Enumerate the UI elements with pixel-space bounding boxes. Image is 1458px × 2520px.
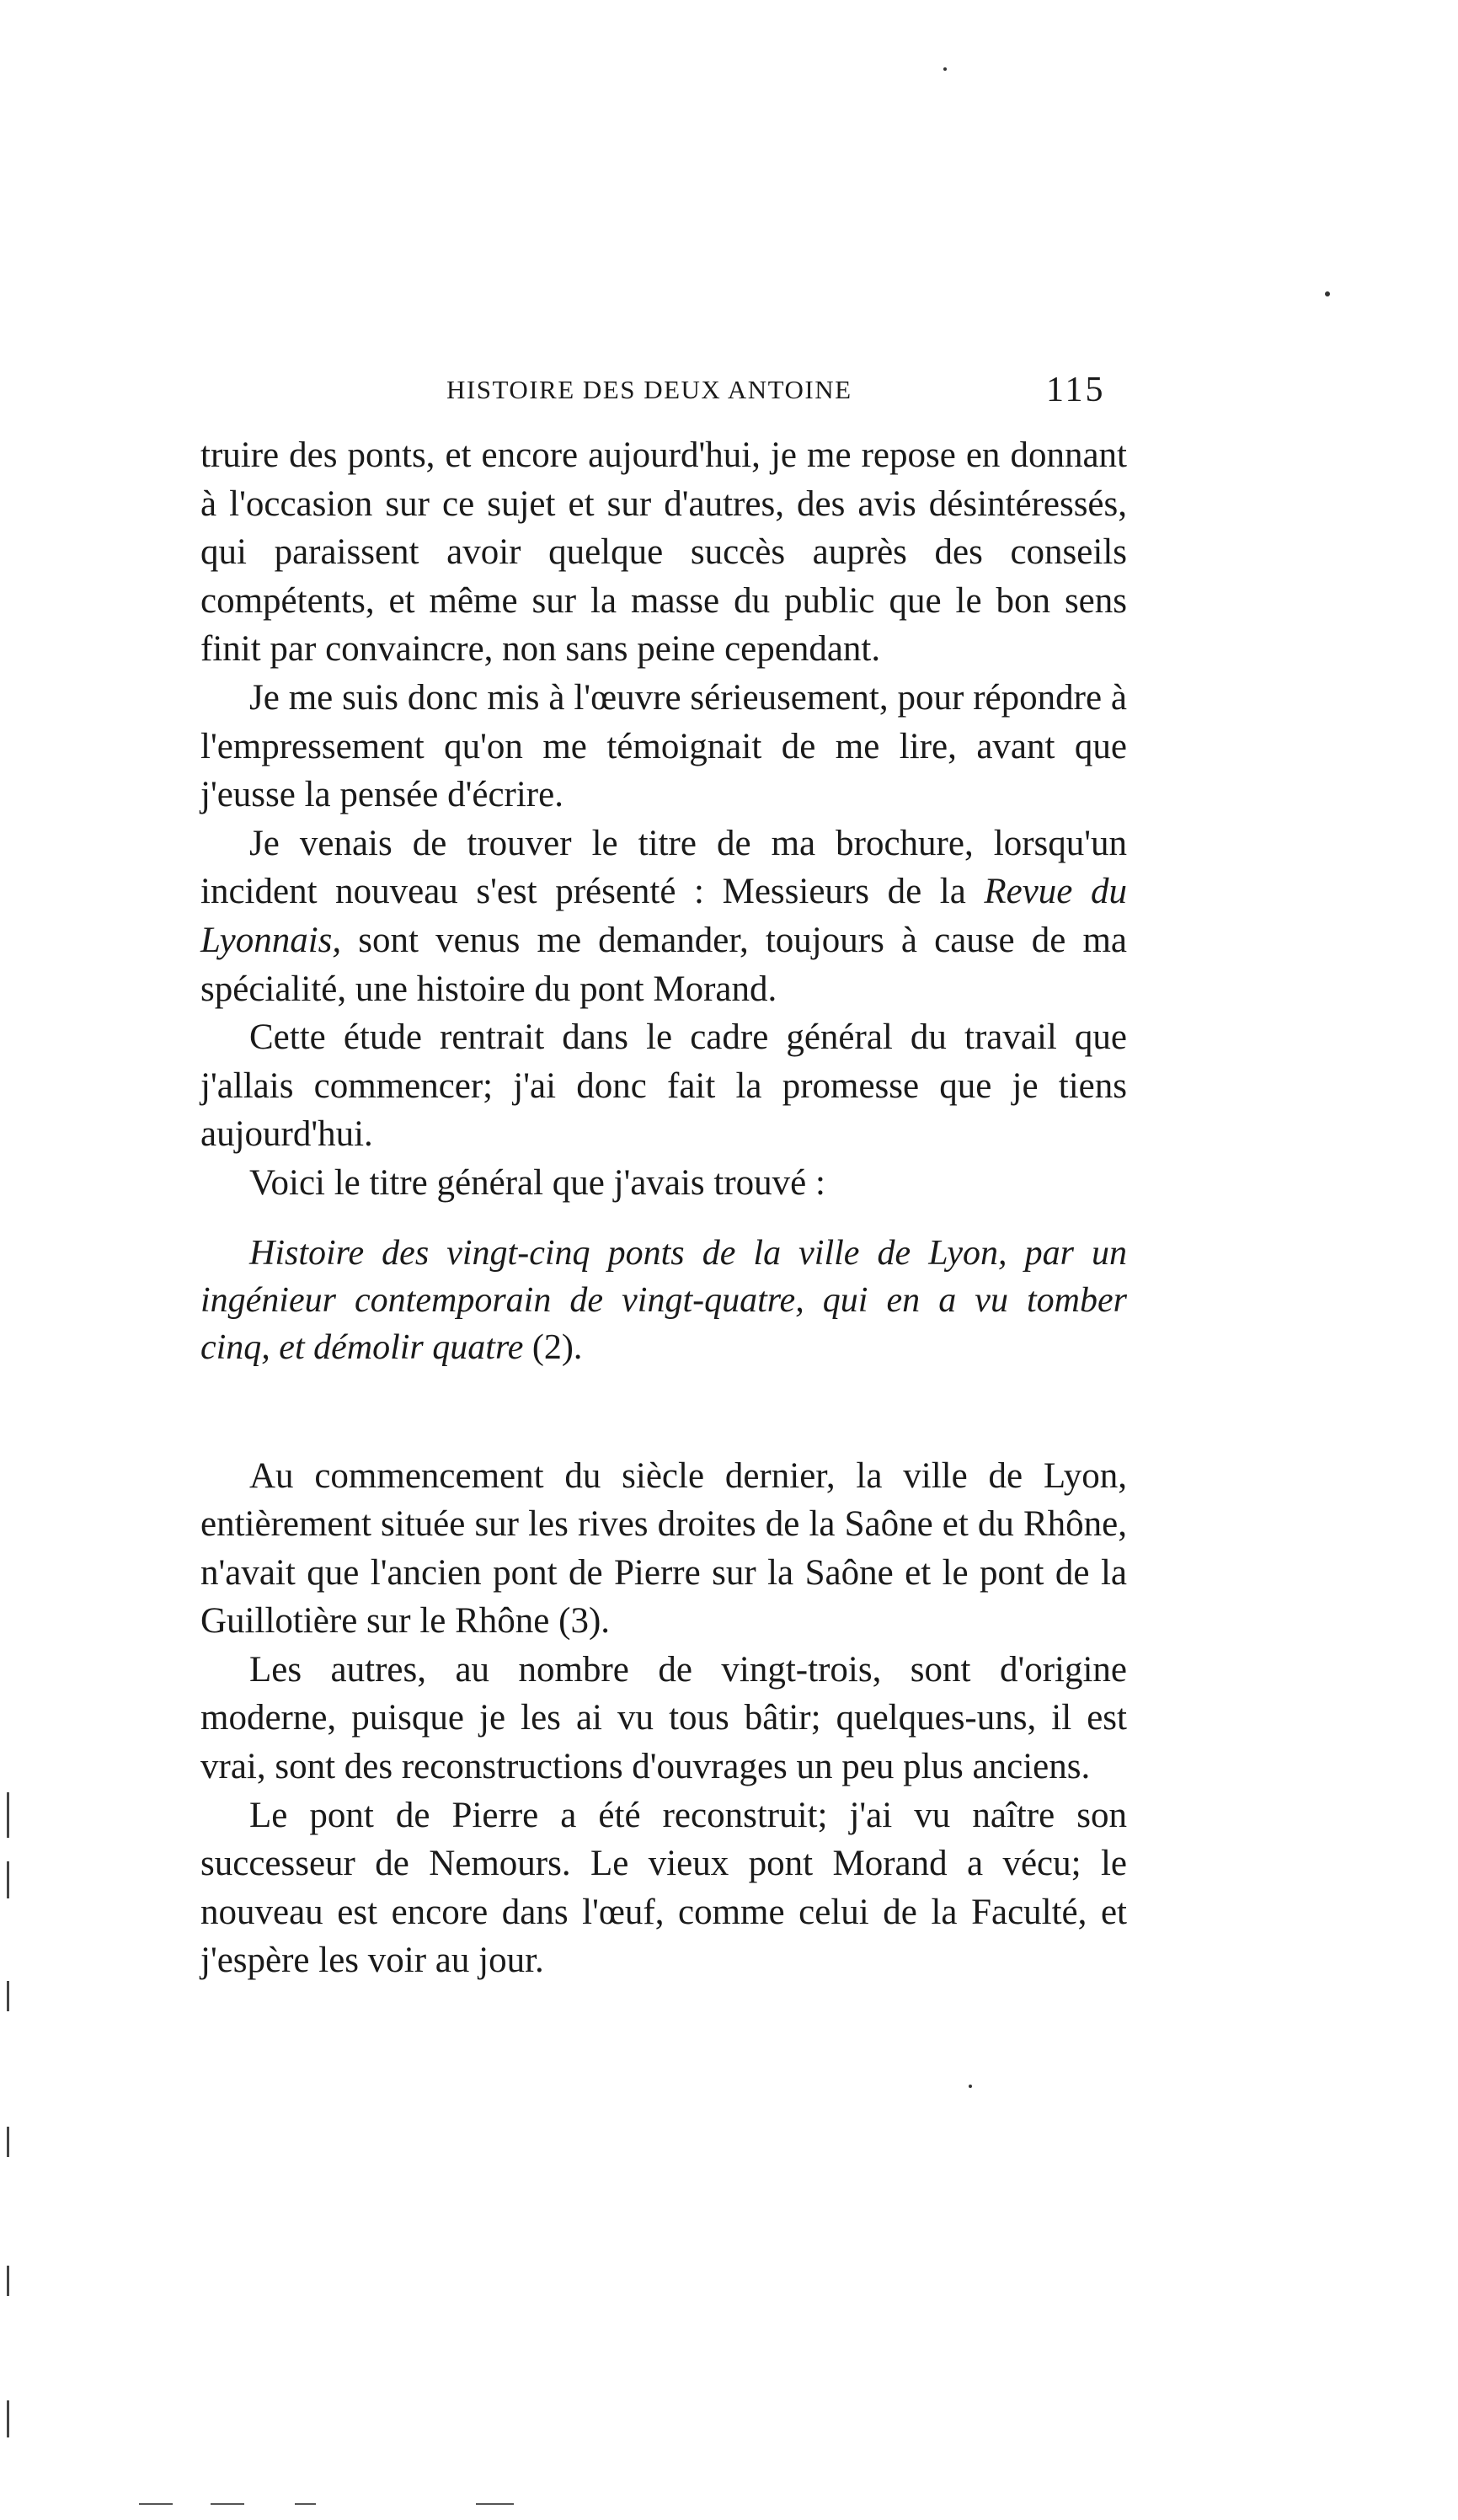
bottom-dash (139, 2503, 173, 2505)
paragraph: Je me suis donc mis à l'œuvre sérieusement, pour répondre à l'empressement qu'on me témoignait de me lire, avant que j'eusse la pensée d'écrire. (200, 677, 1127, 815)
paragraph (200, 820, 1127, 1013)
running-title: HISTOIRE DES DEUX ANTOINE (446, 375, 852, 404)
footnote-ref: (2). (523, 1327, 583, 1367)
scan-speck (969, 2085, 972, 2088)
margin-bar (7, 2127, 9, 2157)
margin-bar (7, 1792, 9, 1838)
paragraph-text: Je venais de trouver le titre de ma brochure, lorsqu'un incident nouveau s'est présenté : Messieurs de la (200, 823, 1127, 912)
section-gap (200, 1371, 1127, 1452)
paragraph: Le pont de Pierre a été reconstruit; j'ai vu naître son successeur de Nemours. Le vieux pont Morand a vécu; le nouveau est encore dans l'œuf, comme celui de la Faculté, et j'espère les voir au jour. (200, 1795, 1127, 1981)
proposed-title-text: Histoire des vingt-cinq ponts de la ville de Lyon, par un ingénieur contemporain de vingt-quatre, qui en a vu tomber cinq, et démolir quatre (200, 1233, 1127, 1367)
proposed-title (200, 1230, 1127, 1371)
paragraph: Cette étude rentrait dans le cadre général du travail que j'allais commencer; j'ai donc fait la promesse que je tiens aujourd'hui. (200, 1017, 1127, 1155)
body-text (200, 431, 1127, 1985)
paragraph-text: sont venus me demander, toujours à cause de ma spécialité, une histoire du pont Morand. (200, 920, 1127, 1009)
paragraph: Au commencement du siècle dernier, la ville de Lyon, entièrement située sur les rives droites de la Saône et du Rhône, n'avait que l'ancien pont de Pierre sur la Saône et le pont de la Guillotière sur le Rhône (3). (200, 1455, 1127, 1642)
margin-bar (7, 1861, 9, 1898)
page-header (446, 373, 1120, 424)
margin-bar (7, 2400, 9, 2437)
scan-speck (1325, 291, 1330, 296)
page-number: 115 (1046, 371, 1106, 409)
margin-bar (7, 2266, 9, 2296)
journal-title: Revue du Lyonnais, (200, 872, 1127, 960)
bottom-dash (211, 2503, 244, 2505)
bottom-dash (476, 2503, 514, 2505)
paragraph: Voici le titre général que j'avais trouvé : (249, 1162, 825, 1203)
paragraph-continuation: truire des ponts, et encore aujourd'hui, je me repose en donnant à l'occasion sur ce sujet et sur d'autres, des avis désintéressés, qui paraissent avoir quelque succès auprès des conseils compétents, et même sur la masse du public que le bon sens finit par convaincre, non sans peine cependant. (200, 435, 1127, 670)
bottom-dash (295, 2503, 316, 2505)
scan-speck (943, 67, 947, 71)
paragraph: Les autres, au nombre de vingt-trois, sont d'origine moderne, puisque je les ai vu tous bâtir; quelques-uns, il est vrai, sont des reconstructions d'ouvrages un peu plus anciens. (200, 1649, 1127, 1787)
margin-bar (7, 1981, 9, 2011)
